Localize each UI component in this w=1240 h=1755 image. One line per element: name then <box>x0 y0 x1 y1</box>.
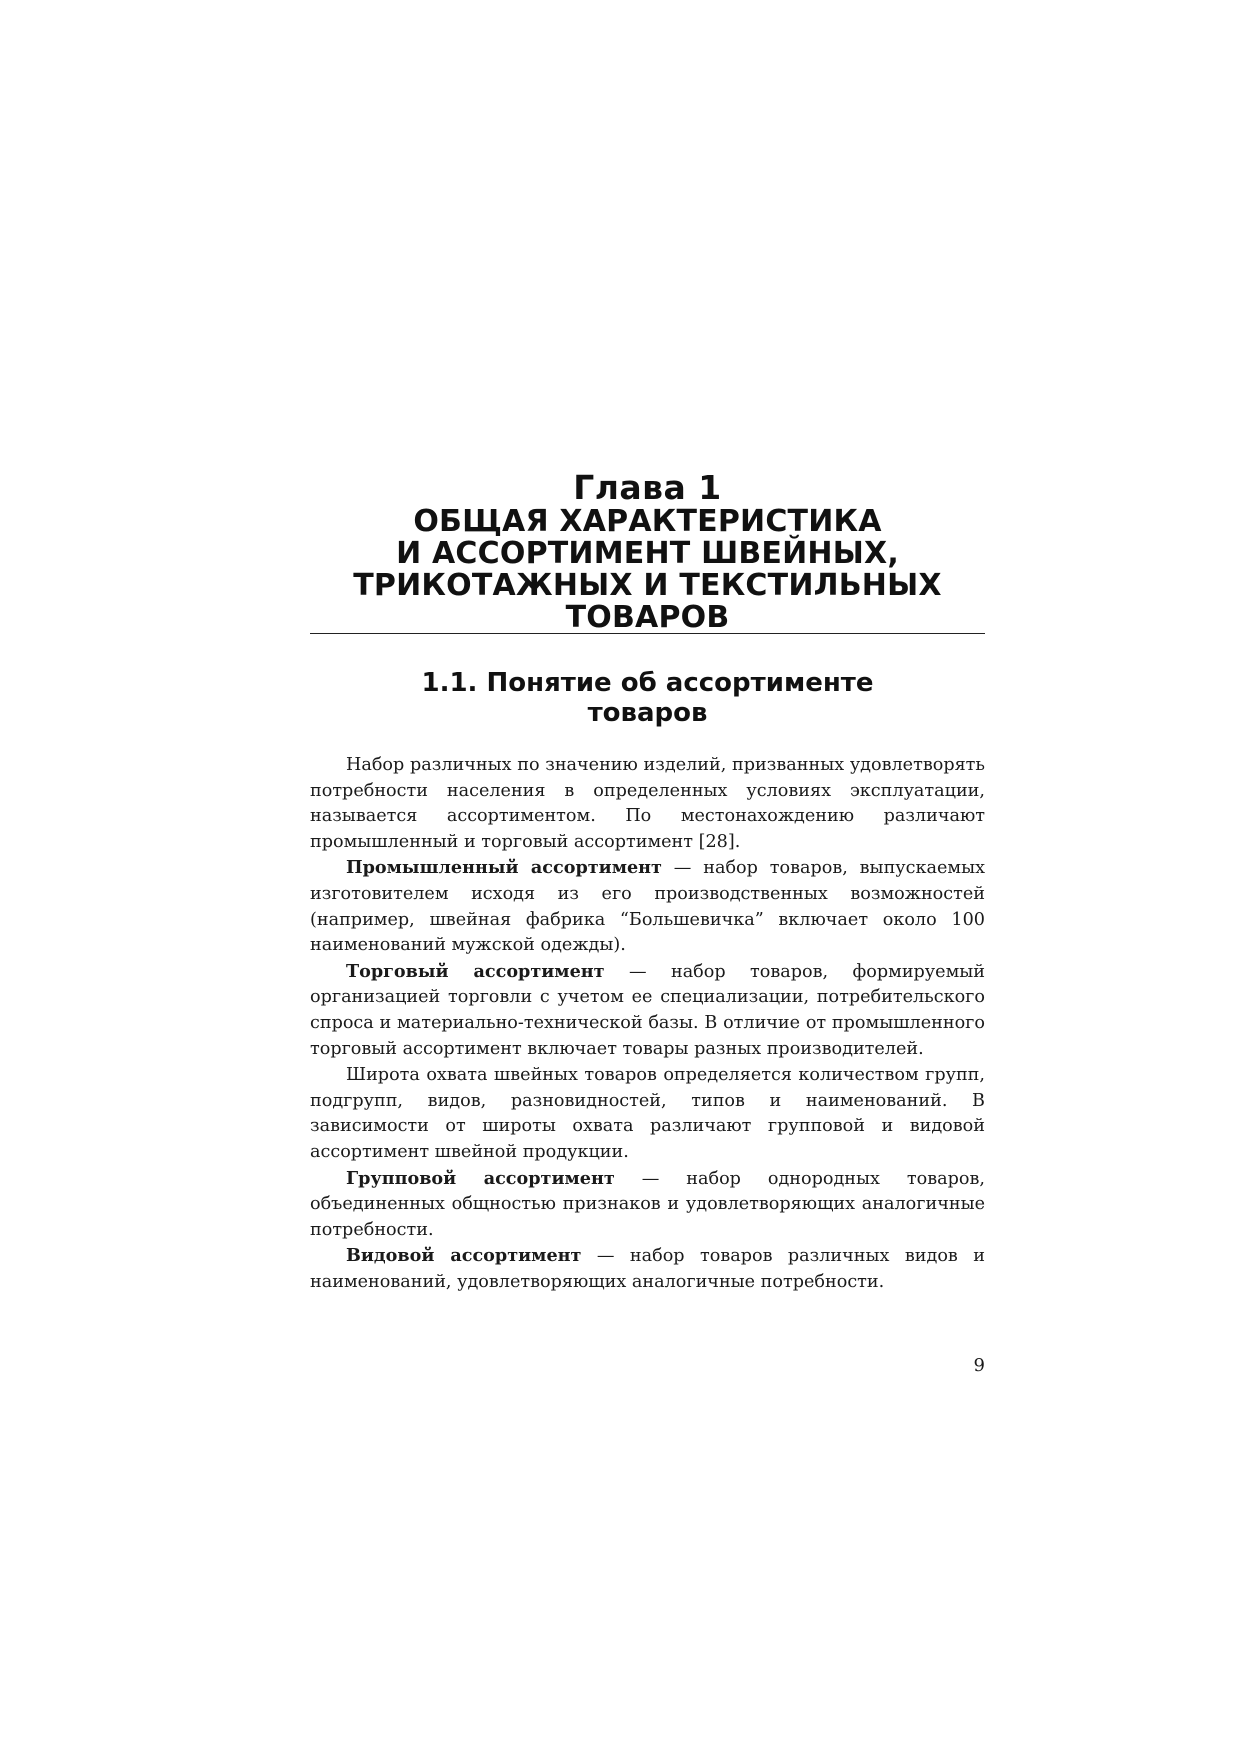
paragraph <box>310 855 985 958</box>
section-title-line: 1.1. Понятие об ассортименте <box>421 668 874 698</box>
chapter-title <box>310 506 985 634</box>
section-title-line: товаров <box>587 698 708 728</box>
chapter-title-line: ТРИКОТАЖНЫХ И ТЕКСТИЛЬНЫХ <box>353 568 942 603</box>
chapter-heading <box>310 470 985 634</box>
page-number: 9 <box>973 1355 985 1376</box>
body-text <box>310 752 985 1295</box>
chapter-label: Глава 1 <box>573 468 722 507</box>
paragraph <box>310 752 985 855</box>
term: Видовой ассортимент <box>346 1245 582 1267</box>
paragraph-text: — набор однородных товаров, объединенных общностью признаков и удовлетворяющих аналогичные потребности. <box>310 1168 985 1240</box>
paragraph <box>310 1062 985 1165</box>
paragraph <box>310 1166 985 1244</box>
paragraph-text: Широта охвата швейных товаров определяется количеством групп, подгрупп, видов, разновидностей, типов и наименований. В зависимости от широты охвата различают групповой и видовой ассортимент швейной продукции. <box>310 1065 985 1162</box>
section-title <box>310 668 985 728</box>
paragraph-text: Набор различных по значению изделий, призванных удовлетворять потребности населения в определенных условиях эксплуатации, называется ассортиментом. По местонахождению различают промышленный и торговый ассортимент [28]. <box>310 755 985 852</box>
paragraph <box>310 1243 985 1295</box>
chapter-title-line: И АССОРТИМЕНТ ШВЕЙНЫХ, <box>396 536 899 571</box>
paragraph <box>310 959 985 1062</box>
paragraph-text: — набор товаров, формируемый организацией торговли с учетом ее специализации, потребительского спроса и материально-технической базы. В отличие от промышленного торговый ассортимент включает товары разных производителей. <box>310 961 985 1059</box>
term: Групповой ассортимент <box>346 1167 615 1189</box>
paragraph-text: — набор товаров, выпускаемых изготовителем исходя из его производственных возможностей (например, швейная фабрика “Большевичка” включает около 100 наименований мужской одежды). <box>310 858 986 956</box>
term: Торговый ассортимент <box>346 960 605 982</box>
chapter-title-line: ОБЩАЯ ХАРАКТЕРИСТИКА <box>413 504 882 539</box>
chapter-title-line: ТОВАРОВ <box>565 600 730 635</box>
paragraph-text: — набор товаров различных видов и наименований, удовлетворяющих аналогичные потребности. <box>310 1246 985 1292</box>
chapter-divider <box>310 633 985 634</box>
term: Промышленный ассортимент <box>346 857 662 879</box>
